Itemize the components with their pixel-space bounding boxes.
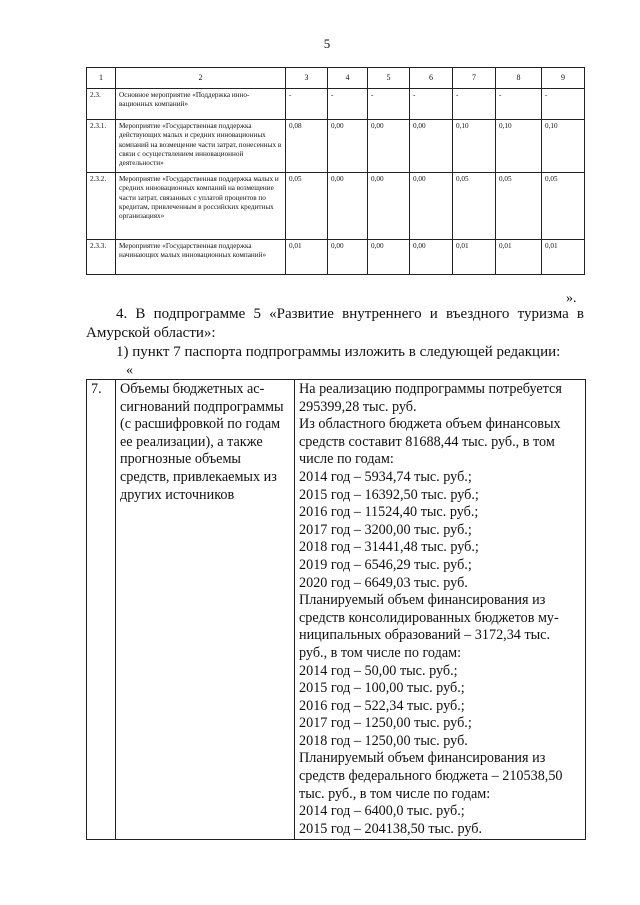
row-value: - <box>286 89 328 120</box>
row-value: 0,01 <box>496 240 542 275</box>
column-header: 1 <box>87 68 116 89</box>
row-name: Основное мероприятие «Поддержка инно-вационных компаний» <box>116 89 286 120</box>
name-line: Объемы бюджетных ас- <box>120 381 265 397</box>
value-line: тыс. руб., в том числе по годам: <box>299 785 491 802</box>
value-line: На реализацию подпрограммы потребуется <box>299 381 562 397</box>
value-line: 2015 год – 16392,50 тыс. руб.; <box>299 486 479 503</box>
row-value: 0,00 <box>368 240 410 275</box>
value-line: 2017 год – 3200,00 тыс. руб.; <box>299 521 472 538</box>
value-line: средств составит 81688,44 тыс. руб., в том <box>299 433 555 450</box>
value-line: 2016 год – 11524,40 тыс. руб.; <box>299 504 479 521</box>
name-line: сигнований подпрограммы <box>120 398 284 415</box>
row-value: 0,00 <box>328 240 368 275</box>
row-value: 0,05 <box>286 173 328 240</box>
value-line: 2018 год – 1250,00 тыс. руб. <box>299 732 468 749</box>
row-value: 0,01 <box>542 240 585 275</box>
value-line: 2018 год – 31441,48 тыс. руб.; <box>299 539 479 556</box>
value-line: 2020 год – 6649,03 тыс. руб. <box>299 574 468 591</box>
value-line: числе по годам: <box>299 451 394 468</box>
value-line: Планируемый объем финансирования из <box>299 750 546 767</box>
row-value: 0,01 <box>453 240 496 275</box>
name-line: ее реализации), а также <box>120 433 263 450</box>
name-line: (с расшифровкой по годам <box>120 416 281 433</box>
value-line: 2016 год – 522,34 тыс. руб.; <box>299 697 465 714</box>
row-value: 0,05 <box>542 173 585 240</box>
row-value: 0,08 <box>286 120 328 173</box>
passport-table <box>86 379 586 840</box>
row-value: 0,05 <box>453 173 496 240</box>
value-line: 2019 год – 6546,29 тыс. руб.; <box>299 556 472 573</box>
row-value: 0,00 <box>368 173 410 240</box>
table-row <box>87 89 585 120</box>
row-value: - <box>410 89 453 120</box>
row-name <box>116 380 295 840</box>
row-number: 2.3. <box>87 89 116 120</box>
closing-quote: ». <box>566 291 577 306</box>
amendment-paragraph: 4. В подпрограмме 5 «Развитие внутреннего и въездного туризма в Амурской области»: <box>86 306 584 341</box>
row-number: 2.3.2. <box>87 173 116 240</box>
row-name: Мероприятие «Государственная поддержка действующих малых и средних инновационных компаний на возмещение части затрат, понесенных в связи с осуществлением инновационной деятельности» <box>116 120 286 173</box>
row-value: 0,00 <box>410 240 453 275</box>
row-number: 2.3.1. <box>87 120 116 173</box>
value-line: 2014 год – 5934,74 тыс. руб.; <box>299 468 472 485</box>
opening-quote: « <box>126 363 133 378</box>
row-value: - <box>542 89 585 120</box>
row-number: 2.3.3. <box>87 240 116 275</box>
row-value: 0,00 <box>328 173 368 240</box>
page-number: 5 <box>323 36 331 51</box>
table-row <box>87 120 585 173</box>
name-line: прогнозные объемы <box>120 451 241 468</box>
value-line: 2017 год – 1250,00 тыс. руб.; <box>299 715 472 732</box>
row-value: - <box>368 89 410 120</box>
table-row <box>87 380 586 840</box>
value-line: Планируемый объем финансирования из <box>299 592 546 609</box>
name-line: других источников <box>120 486 235 503</box>
column-header: 6 <box>410 68 453 89</box>
value-line: 2015 год – 204138,50 тыс. руб. <box>299 820 483 837</box>
value-line: 295399,28 тыс. руб. <box>299 398 417 415</box>
value-line: руб., в том числе по годам: <box>299 644 462 661</box>
value-line: средств консолидированных бюджетов му- <box>299 609 559 626</box>
table-row <box>87 173 585 240</box>
row-value: - <box>453 89 496 120</box>
amendment-subparagraph: 1) пункт 7 паспорта подпрограммы изложить в следующей редакции: <box>116 344 561 360</box>
row-value <box>295 380 586 840</box>
column-header: 5 <box>368 68 410 89</box>
column-header: 8 <box>496 68 542 89</box>
row-value: - <box>496 89 542 120</box>
row-value: 0,00 <box>410 120 453 173</box>
row-value: 0,00 <box>410 173 453 240</box>
row-name: Мероприятие «Государственная поддержка начинающих малых инновационных компаний» <box>116 240 286 275</box>
row-value: 0,05 <box>496 173 542 240</box>
value-line: 2014 год – 50,00 тыс. руб.; <box>299 662 458 679</box>
row-name: Мероприятие «Государственная поддержка малых и средних инновационных компаний на возмещение части затрат, связанных с уплатой процентов по кредитам, привлеченным в российских кредитных организациях» <box>116 173 286 240</box>
table-row <box>87 240 585 275</box>
row-value: 0,10 <box>496 120 542 173</box>
row-value: 0,01 <box>286 240 328 275</box>
column-header: 7 <box>453 68 496 89</box>
row-number: 7. <box>87 380 116 840</box>
table-header-row <box>87 68 585 89</box>
name-line: средств, привлекаемых из <box>120 468 277 485</box>
row-value: - <box>328 89 368 120</box>
column-header: 9 <box>542 68 585 89</box>
row-value: 0,00 <box>368 120 410 173</box>
column-header: 2 <box>116 68 286 89</box>
value-line: средств федерального бюджета – 210538,50 <box>299 768 563 785</box>
row-value: 0,10 <box>453 120 496 173</box>
funding-indicator-table <box>86 67 585 275</box>
row-value: 0,10 <box>542 120 585 173</box>
column-header: 4 <box>328 68 368 89</box>
value-line: 2014 год – 6400,0 тыс. руб.; <box>299 803 465 820</box>
value-line: Из областного бюджета объем финансовых <box>299 416 561 433</box>
value-line: 2015 год – 100,00 тыс. руб.; <box>299 680 465 697</box>
value-line: ниципальных образований – 3172,34 тыс. <box>299 627 551 644</box>
column-header: 3 <box>286 68 328 89</box>
row-value: 0,00 <box>328 120 368 173</box>
